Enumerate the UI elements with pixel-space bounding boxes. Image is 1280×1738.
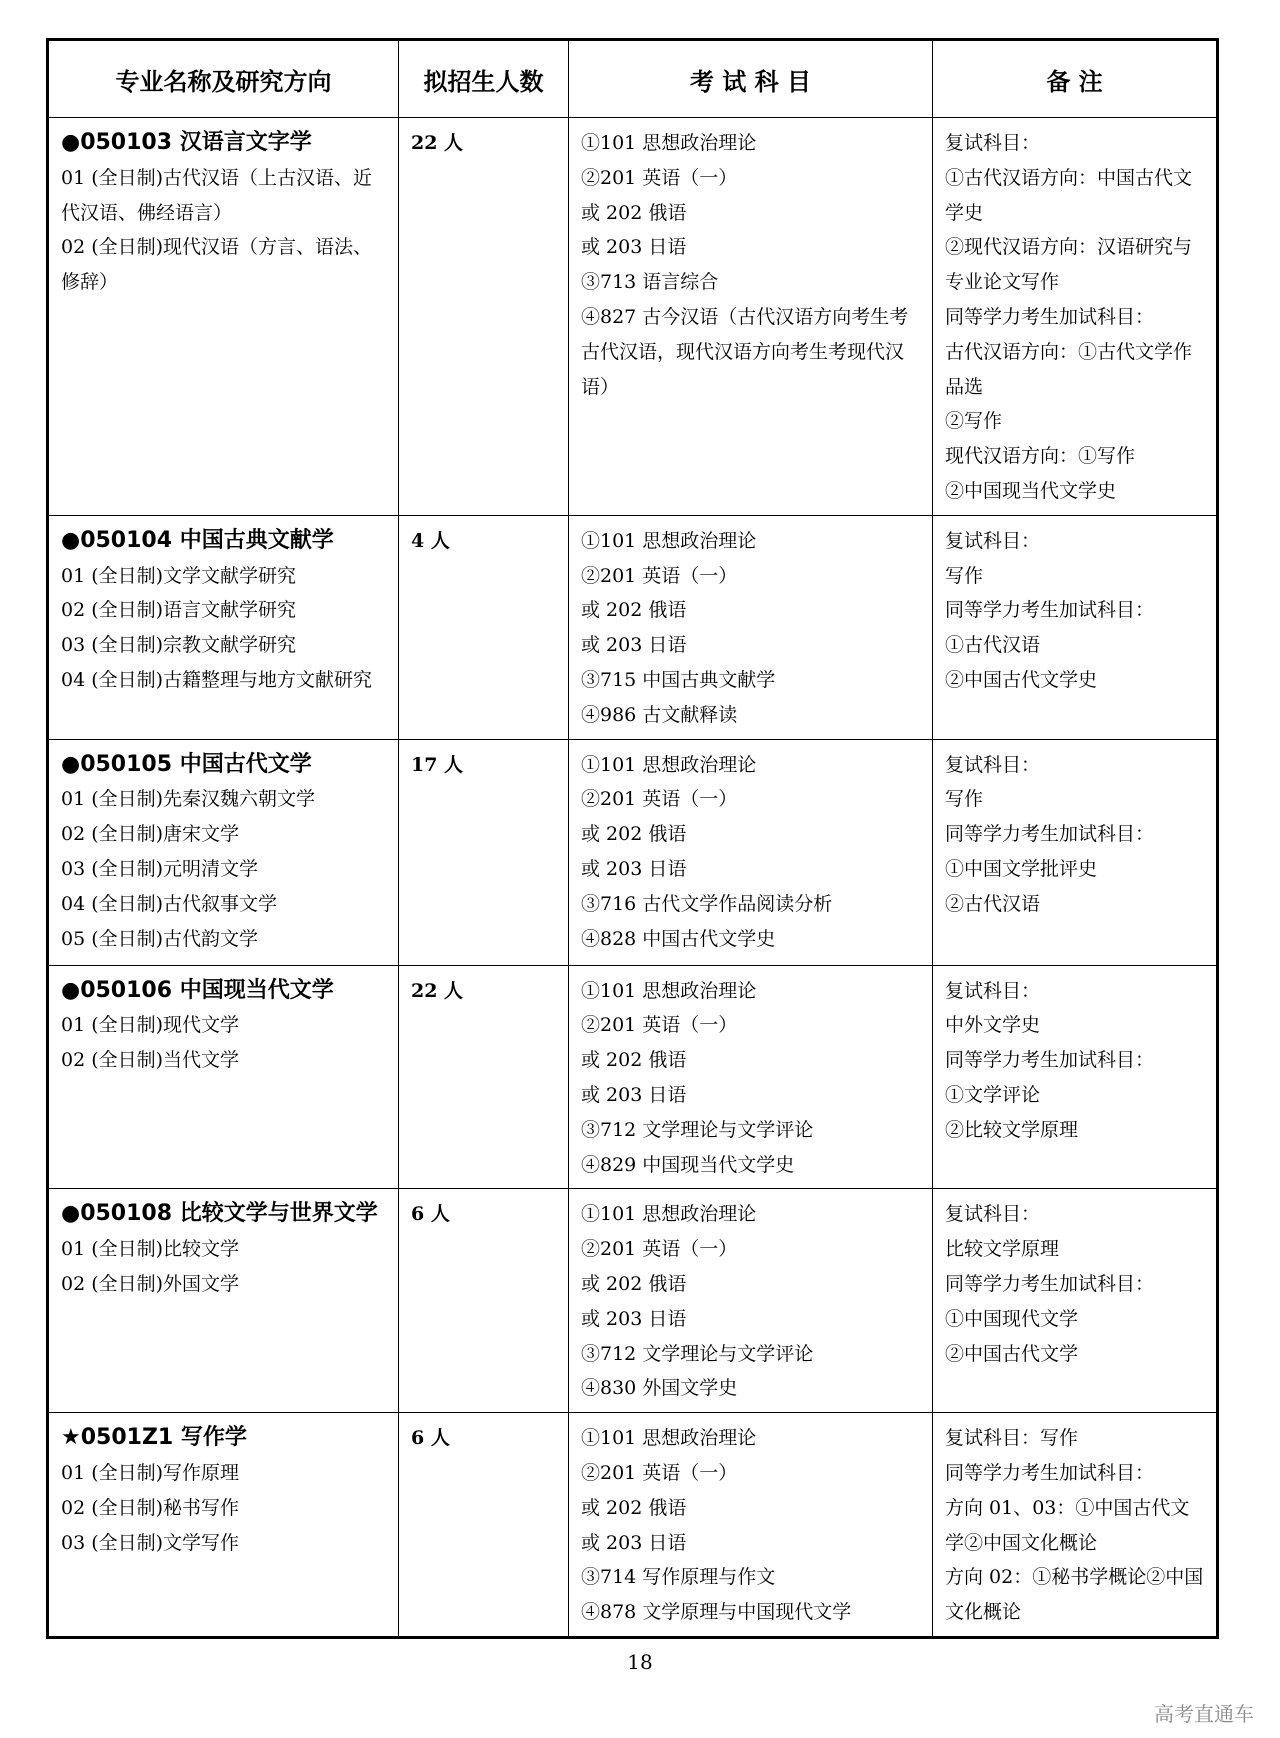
major-cell xyxy=(48,515,399,739)
note-line: ①古代汉语方向：中国古代文学史 xyxy=(945,166,1193,224)
major-cell xyxy=(48,739,399,965)
note-line: 同等学力考生加试科目： xyxy=(945,1461,1155,1484)
research-direction: 03 (全日制)元明清文学 xyxy=(61,857,259,880)
major-cell xyxy=(48,965,399,1189)
research-direction: 01 (全日制)古代汉语（上古汉语、近代汉语、佛经语言） xyxy=(61,166,373,224)
note-line: ②现代汉语方向：汉语研究与专业论文写作 xyxy=(945,236,1193,294)
header-quota: 拟招生人数 xyxy=(399,40,569,118)
research-direction: 02 (全日制)秘书写作 xyxy=(61,1496,240,1519)
research-direction: 01 (全日制)写作原理 xyxy=(61,1461,240,1484)
note-line: 中外文学史 xyxy=(945,1014,1041,1037)
exam-subject: ④828 中国古代文学史 xyxy=(581,927,776,950)
quota-value: 4 人 xyxy=(411,529,450,552)
exam-subject: ③714 写作原理与作文 xyxy=(581,1566,776,1589)
table-row xyxy=(48,1189,1218,1413)
exam-subject: ④829 中国现当代文学史 xyxy=(581,1153,795,1176)
table-row xyxy=(48,965,1218,1189)
note-line: 古代汉语方向：①古代文学作品选 xyxy=(945,340,1193,398)
note-line: 现代汉语方向：①写作 xyxy=(945,445,1136,468)
admissions-table xyxy=(46,38,1219,1639)
note-line: ①古代汉语 xyxy=(945,634,1041,657)
exam-subject: 或 203 日语 xyxy=(581,236,687,259)
exam-subject: 或 202 俄语 xyxy=(581,1049,687,1072)
note-line: 复试科目： xyxy=(945,529,1041,552)
research-direction: 03 (全日制)宗教文献学研究 xyxy=(61,634,297,657)
quota-cell xyxy=(399,1189,569,1413)
exam-subject: ②201 英语（一） xyxy=(581,564,738,587)
exam-subject: ②201 英语（一） xyxy=(581,1014,738,1037)
exam-subject: 或 202 俄语 xyxy=(581,201,687,224)
watermark: 高考直通车 xyxy=(1154,1702,1254,1726)
exam-subject: 或 203 日语 xyxy=(581,1531,687,1554)
exam-subject: ①101 思想政治理论 xyxy=(581,753,757,776)
research-direction: 02 (全日制)现代汉语（方言、语法、修辞） xyxy=(61,236,373,294)
note-line: 同等学力考生加试科目： xyxy=(945,1049,1155,1072)
exams-cell xyxy=(569,1189,933,1413)
note-line: 复试科目： xyxy=(945,979,1041,1002)
exam-subject: 或 203 日语 xyxy=(581,1083,687,1106)
exam-subject: ①101 思想政治理论 xyxy=(581,132,757,154)
exam-subject: ②201 英语（一） xyxy=(581,788,738,811)
note-line: 同等学力考生加试科目： xyxy=(945,305,1155,328)
exams-cell xyxy=(569,118,933,516)
research-direction: 01 (全日制)现代文学 xyxy=(61,1014,240,1037)
note-line: 复试科目：写作 xyxy=(945,1427,1079,1450)
research-direction: 03 (全日制)文学写作 xyxy=(61,1531,240,1554)
header-major: 专业名称及研究方向 xyxy=(48,40,399,118)
notes-cell xyxy=(933,1189,1218,1413)
note-line: 方向 02：①秘书学概论②中国文化概论 xyxy=(945,1566,1204,1624)
note-line: ①文学评论 xyxy=(945,1083,1041,1106)
exam-subject: 或 203 日语 xyxy=(581,1307,687,1330)
table-row xyxy=(48,1413,1218,1638)
exam-subject: 或 202 俄语 xyxy=(581,1272,687,1295)
exam-subject: 或 202 俄语 xyxy=(581,599,687,622)
major-title: ●050108 比较文学与世界文学 xyxy=(61,1201,378,1227)
header-exams: 考 试 科 目 xyxy=(569,40,933,118)
note-line: ②比较文学原理 xyxy=(945,1118,1079,1141)
note-line: ②中国现当代文学史 xyxy=(945,479,1117,502)
exam-subject: ④986 古文献释读 xyxy=(581,703,738,726)
note-line: ①中国文学批评史 xyxy=(945,857,1098,880)
table-row xyxy=(48,515,1218,739)
note-line: ②中国古代文学史 xyxy=(945,668,1098,691)
note-line: 同等学力考生加试科目： xyxy=(945,1272,1155,1295)
exam-subject: 或 203 日语 xyxy=(581,857,687,880)
note-line: 同等学力考生加试科目： xyxy=(945,599,1155,622)
note-line: ②写作 xyxy=(945,410,1003,433)
quota-value: 22 人 xyxy=(411,132,464,154)
quota-value: 22 人 xyxy=(411,979,464,1002)
major-title: ●050103 汉语言文字学 xyxy=(61,130,312,155)
note-line: 同等学力考生加试科目： xyxy=(945,823,1155,846)
exam-subject: ③712 文学理论与文学评论 xyxy=(581,1118,814,1141)
exam-subject: ④878 文学原理与中国现代文学 xyxy=(581,1601,852,1624)
major-title: ●050105 中国古代文学 xyxy=(61,751,312,777)
research-direction: 02 (全日制)外国文学 xyxy=(61,1272,240,1295)
note-line: 方向 01、03：①中国古代文学②中国文化概论 xyxy=(945,1496,1190,1554)
research-direction: 01 (全日制)文学文献学研究 xyxy=(61,564,297,587)
major-title: ★0501Z1 写作学 xyxy=(61,1425,247,1451)
table-row xyxy=(48,118,1218,516)
notes-cell xyxy=(933,515,1218,739)
note-line: 写作 xyxy=(945,788,984,811)
exam-subject: ④827 古今汉语（古代汉语方向考生考古代汉语，现代汉语方向考生考现代汉语） xyxy=(581,305,909,398)
note-line: ②中国古代文学 xyxy=(945,1342,1079,1365)
quota-cell xyxy=(399,1413,569,1638)
exam-subject: 或 202 俄语 xyxy=(581,1496,687,1519)
research-direction: 01 (全日制)先秦汉魏六朝文学 xyxy=(61,788,316,811)
note-line: 写作 xyxy=(945,564,984,587)
exam-subject: ①101 思想政治理论 xyxy=(581,979,757,1002)
note-line: 复试科目： xyxy=(945,753,1041,776)
quota-cell xyxy=(399,515,569,739)
note-line: 比较文学原理 xyxy=(945,1238,1060,1261)
research-direction: 01 (全日制)比较文学 xyxy=(61,1238,240,1261)
research-direction: 04 (全日制)古籍整理与地方文献研究 xyxy=(61,668,373,691)
major-title: ●050106 中国现当代文学 xyxy=(61,977,334,1003)
quota-cell xyxy=(399,118,569,516)
exam-subject: ③712 文学理论与文学评论 xyxy=(581,1342,814,1365)
major-title: ●050104 中国古典文献学 xyxy=(61,527,334,553)
exams-cell xyxy=(569,965,933,1189)
exam-subject: ②201 英语（一） xyxy=(581,1461,738,1484)
major-cell xyxy=(48,1189,399,1413)
research-direction: 02 (全日制)语言文献学研究 xyxy=(61,599,297,622)
notes-cell xyxy=(933,118,1218,516)
exam-subject: 或 202 俄语 xyxy=(581,823,687,846)
exam-subject: ③715 中国古典文献学 xyxy=(581,668,776,691)
research-direction: 04 (全日制)古代叙事文学 xyxy=(61,892,278,915)
major-cell xyxy=(48,118,399,516)
exam-subject: ②201 英语（一） xyxy=(581,1238,738,1261)
major-cell xyxy=(48,1413,399,1638)
note-line: 复试科目： xyxy=(945,1203,1041,1226)
research-direction: 05 (全日制)古代韵文学 xyxy=(61,927,259,950)
exam-subject: ④830 外国文学史 xyxy=(581,1377,738,1400)
exams-cell xyxy=(569,739,933,965)
quota-value: 17 人 xyxy=(411,753,464,776)
table-row xyxy=(48,739,1218,965)
note-line: ②古代汉语 xyxy=(945,892,1041,915)
exam-subject: ②201 英语（一） xyxy=(581,166,738,189)
exam-subject: ③716 古代文学作品阅读分析 xyxy=(581,892,833,915)
note-line: 复试科目： xyxy=(945,132,1041,154)
notes-cell xyxy=(933,965,1218,1189)
quota-cell xyxy=(399,739,569,965)
research-direction: 02 (全日制)当代文学 xyxy=(61,1049,240,1072)
quota-value: 6 人 xyxy=(411,1427,450,1450)
exam-subject: ①101 思想政治理论 xyxy=(581,1427,757,1450)
exams-cell xyxy=(569,1413,933,1638)
quota-cell xyxy=(399,965,569,1189)
header-notes: 备 注 xyxy=(933,40,1218,118)
table-header-row xyxy=(48,40,1218,118)
exam-subject: ①101 思想政治理论 xyxy=(581,529,757,552)
exam-subject: ③713 语言综合 xyxy=(581,271,719,294)
page-number: 18 xyxy=(627,1650,653,1674)
exam-subject: ①101 思想政治理论 xyxy=(581,1203,757,1226)
research-direction: 02 (全日制)唐宋文学 xyxy=(61,823,240,846)
note-line: ①中国现代文学 xyxy=(945,1307,1079,1330)
notes-cell xyxy=(933,739,1218,965)
exam-subject: 或 203 日语 xyxy=(581,634,687,657)
notes-cell xyxy=(933,1413,1218,1638)
quota-value: 6 人 xyxy=(411,1203,450,1226)
exams-cell xyxy=(569,515,933,739)
